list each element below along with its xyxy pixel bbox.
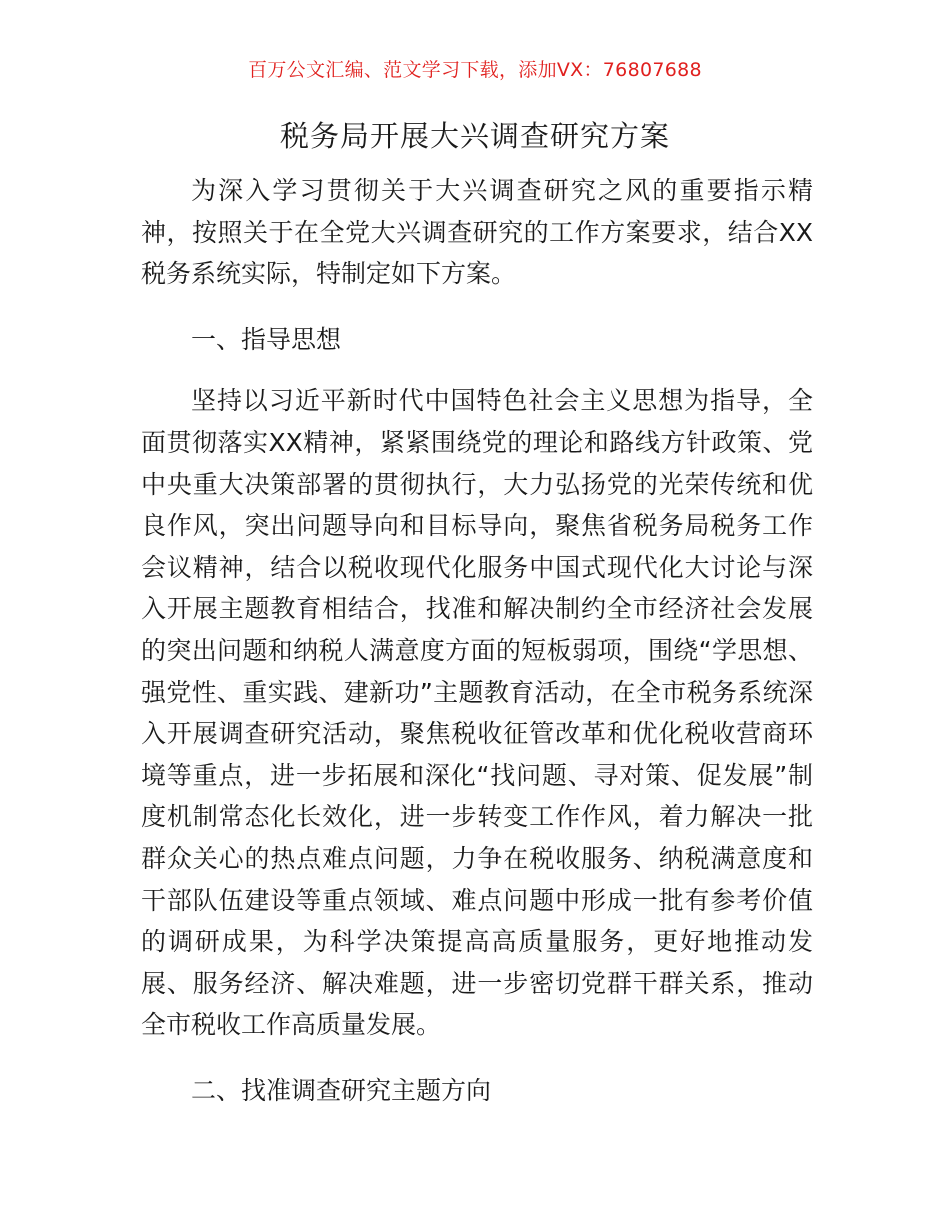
section-heading-1: 一、指导思想 (191, 324, 342, 354)
document-body (141, 170, 813, 1111)
section-heading-2: 二、找准调查研究主题方向 (191, 1075, 492, 1105)
document-title: 税务局开展大兴调查研究方案 (279, 119, 670, 153)
watermark-header: 百万公文汇编、范文学习下载，添加VX：76807688 (248, 59, 702, 81)
intro-paragraph: 为深入学习贯彻关于大兴调查研究之风的重要指示精神，按照关于在全党大兴调查研究的工作方案要求，结合XX税务系统实际，特制定如下方案。 (141, 176, 813, 289)
guiding-thought-paragraph: 坚持以习近平新时代中国特色社会主义思想为指导，全面贯彻落实XX精神，紧紧围绕党的理论和路线方针政策、党中央重大决策部署的贯彻执行，大力弘扬党的光荣传统和优良作风，突出问题导向和目标导向，聚焦省税务局税务工作会议精神，结合以税收现代化服务中国式现代化大讨论与深入开展主题教育相结合，找准和解决制约全市经济社会发展的突出问题和纳税人满意度方面的短板弱项，围绕“学思想、强党性、重实践、建新功”主题教育活动，在全市税务系统深入开展调查研究活动，聚焦税收征管改革和优化税收营商环境等重点，进一步拓展和深化“找问题、寻对策、促发展”制度机制常态化长效化，进一步转变工作作风，着力解决一批群众关心的热点难点问题，力争在税收服务、纳税满意度和干部队伍建设等重点领域、难点问题中形成一批有参考价值的调研成果，为科学决策提高高质量服务，更好地推动发展、服务经济、解决难题，进一步密切党群干群关系，推动全市税收工作高质量发展。 (141, 386, 813, 1040)
